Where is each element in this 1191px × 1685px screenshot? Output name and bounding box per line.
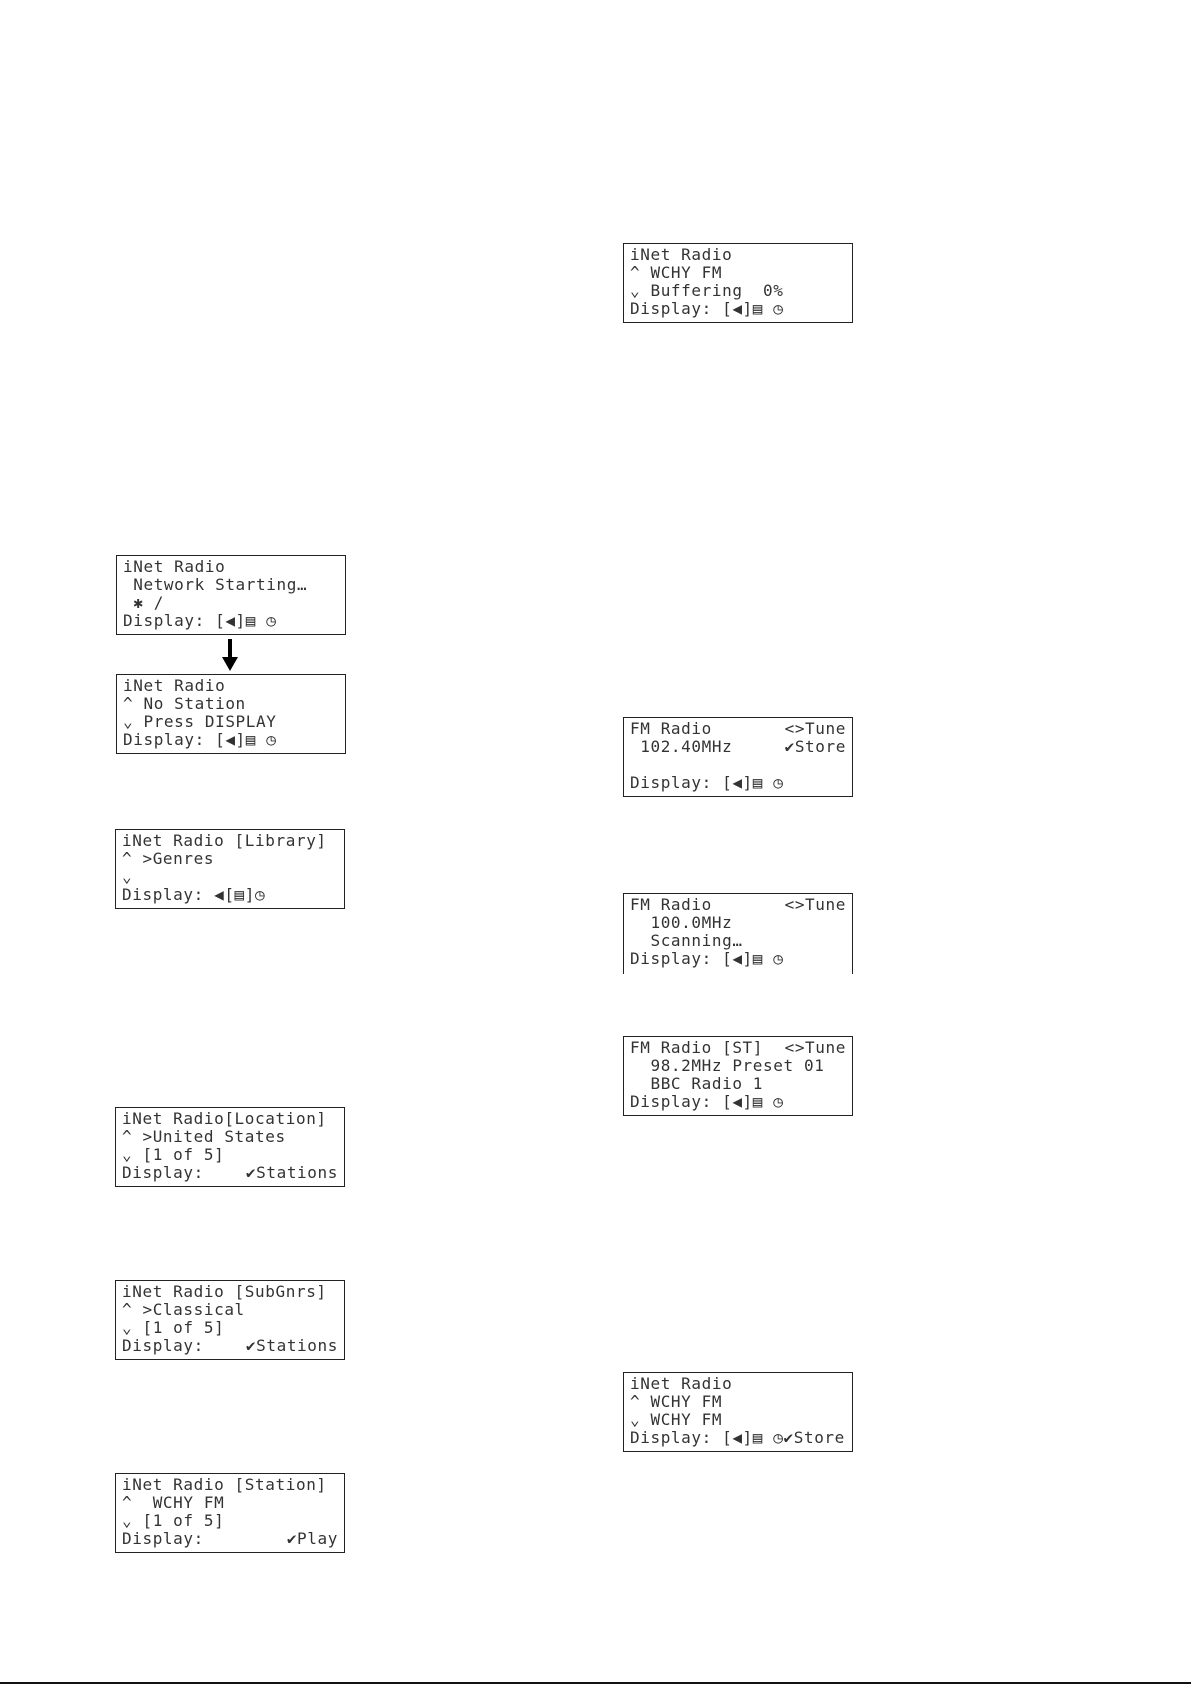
lcd-line-2: ^ >Classical [122, 1300, 245, 1319]
tune-label: <>Tune [784, 895, 846, 914]
lcd-screen-fm-scanning [623, 893, 853, 974]
lcd-line-4: Display: [◀]▤ ◷ [630, 773, 784, 792]
lcd-line-2: 98.2MHz Preset 01 [630, 1056, 825, 1075]
lcd-line-3: ⌄ Buffering 0% [630, 281, 784, 300]
lcd-line-1: iNet Radio [123, 557, 226, 576]
display-label: Display: [122, 1336, 204, 1355]
lcd-line-1 [630, 896, 846, 914]
lcd-line-4: Display: [◀]▤ ◷ [123, 611, 277, 630]
lcd-screen-fm-store [623, 717, 853, 797]
frequency-label: 102.40MHz [630, 737, 733, 756]
tune-label: <>Tune [784, 719, 846, 738]
lcd-line-1: iNet Radio [630, 1374, 733, 1393]
lcd-line-3: ⌄ [1 of 5] [122, 1318, 225, 1337]
lcd-screen-location [115, 1107, 345, 1187]
lcd-line-3: ⌄ Press DISPLAY [123, 712, 277, 731]
lcd-line-2: ^ >Genres [122, 849, 215, 868]
lcd-line-3: ⌄ [1 of 5] [122, 1511, 225, 1530]
lcd-line-4 [122, 1337, 338, 1355]
softkey-label: ✔Store [784, 737, 846, 756]
mode-label: FM Radio [630, 895, 712, 914]
lcd-line-4: Display: [◀]▤ ◷ [630, 1092, 784, 1111]
lcd-line-1: iNet Radio [Station] [122, 1475, 327, 1494]
lcd-line-2: ^ No Station [123, 694, 246, 713]
lcd-line-2: ^ >United States [122, 1127, 286, 1146]
lcd-line-3: BBC Radio 1 [630, 1074, 764, 1093]
lcd-screen-subgenres [115, 1280, 345, 1360]
tune-label: <>Tune [784, 1038, 846, 1057]
lcd-screen-inet-store [623, 1372, 853, 1452]
lcd-line-1: iNet Radio [SubGnrs] [122, 1282, 327, 1301]
lcd-line-1 [630, 720, 846, 738]
lcd-line-3: ⌄ WCHY FM [630, 1410, 723, 1429]
lcd-line-3: Scanning… [630, 931, 743, 950]
lcd-line-4 [122, 1530, 338, 1548]
lcd-screen-network-starting [116, 555, 346, 635]
mode-label: FM Radio [ST] [630, 1038, 764, 1057]
lcd-line-2: ^ WCHY FM [122, 1493, 225, 1512]
lcd-line-1 [630, 1039, 846, 1057]
lcd-line-3: ⌄ [122, 867, 133, 886]
lcd-line-4: Display: [◀]▤ ◷ [123, 730, 277, 749]
softkey-label: ✔Stations [245, 1336, 338, 1355]
lcd-line-2: ^ WCHY FM [630, 1392, 723, 1411]
lcd-line-4: Display: [◀]▤ ◷ [630, 949, 784, 968]
lcd-line-2 [630, 738, 846, 756]
arrow-down-icon [222, 639, 238, 671]
lcd-line-4: Display: [◀]▤ ◷✔Store [630, 1428, 845, 1447]
lcd-line-3: ✱ / [123, 593, 164, 612]
lcd-screen-fm-preset [623, 1036, 853, 1116]
lcd-line-4 [122, 1164, 338, 1182]
mode-label: FM Radio [630, 719, 712, 738]
lcd-line-1: iNet Radio [630, 245, 733, 264]
lcd-line-1: iNet Radio[Location] [122, 1109, 327, 1128]
softkey-label: ✔Play [286, 1529, 338, 1548]
lcd-line-3: ⌄ [1 of 5] [122, 1145, 225, 1164]
lcd-line-4: Display: [◀]▤ ◷ [630, 299, 784, 318]
lcd-line-4: Display: ◀[▤]◷ [122, 885, 266, 904]
lcd-screen-library [115, 829, 345, 909]
page-footer-rule [0, 1682, 1191, 1684]
lcd-screen-buffering [623, 243, 853, 323]
lcd-line-2: 100.0MHz [630, 913, 733, 932]
display-label: Display: [122, 1163, 204, 1182]
lcd-screen-no-station [116, 674, 346, 754]
lcd-screen-station [115, 1473, 345, 1553]
lcd-line-1: iNet Radio [123, 676, 226, 695]
lcd-line-2: Network Starting… [123, 575, 308, 594]
display-label: Display: [122, 1529, 204, 1548]
lcd-line-3 [630, 756, 846, 774]
softkey-label: ✔Stations [245, 1163, 338, 1182]
lcd-line-1: iNet Radio [Library] [122, 831, 327, 850]
lcd-line-2: ^ WCHY FM [630, 263, 723, 282]
